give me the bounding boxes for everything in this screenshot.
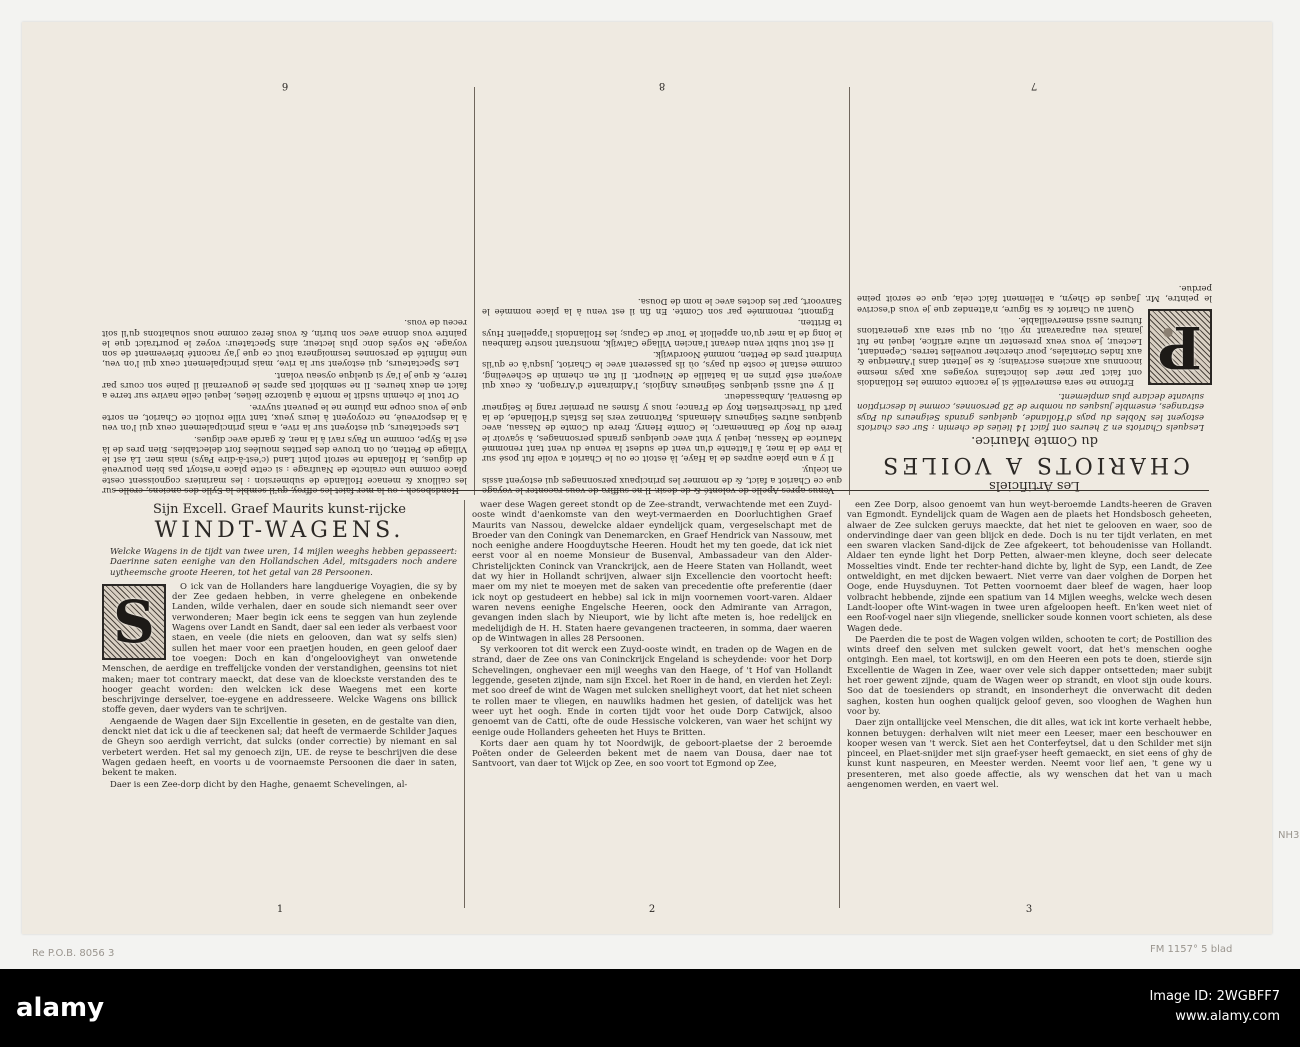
dutch-column-2 xyxy=(472,500,832,915)
paragraph: Il y eut aussi quelques Seigneurs Anglois, l'Admirante d'Arragon, & ceux qui avoyent esté prins en la bataille de Nieuport. Il fut en chemin de Scheveling, comme estant le coste du pays, où ils passerent avec le Chariot, jusqu'à ce qu'ils vindrent pres de Petten, nommé Noordwijk. xyxy=(482,349,842,391)
column-divider xyxy=(464,500,465,908)
french-title-sub: du Comte Maurice. xyxy=(971,433,1098,448)
page-number: 1 xyxy=(276,904,284,915)
paragraph: Sy verkooren tot dit werck een Zuyd-ooste windt, en traden op de Wagen en de strand, daer de Zee ons van Coninckrijck Engeland is scheydende: voor het Dorp Schevelingen, onghevaer een mijl weeghs van den Haege, of 't Hof van Hollandt leggende, geseten zijnde, nam sijn Excel. het Roer in de hand, en vierden het Zeyl: met soo dreef de wint de Wagen met sulcken snelligheyt voort, dat het niet scheen te rollen maer te vliegen, en nauwliks hadmen het gesien, of datelijck was het weer uyt het oogh. Ende in corten tijdt voor het oude Dorp Catwijck, alsoo genoemt van de Catti, ofte de oude Hessische volckeren, van waer het schijnt wy eenige oude Hollanders geheeten het Huys te Britten. xyxy=(472,645,832,738)
french-column-6 xyxy=(102,80,467,495)
paragraph: Il est tout subit venu devant l'ancien Village Catwijk, monstrant nostre flambeau le long de la mer qu'on appelloit le Tour de Capus; les Hollandois l'appellent Huys te Britten. xyxy=(482,317,842,348)
french-column-7 xyxy=(857,80,1212,495)
french-title-small: Les Artificiels xyxy=(989,478,1080,493)
page-number: 8 xyxy=(658,80,666,91)
dutch-title-small: Sijn Excell. Graef Maurits kunst-rijcke xyxy=(153,502,406,517)
french-text-upside-down xyxy=(102,80,1212,495)
dutch-title-big: WINDT-WAGENS. xyxy=(154,518,405,543)
page-number: 2 xyxy=(648,904,656,915)
french-column-8 xyxy=(482,80,842,495)
paragraph: een Zee Dorp, alsoo genoemt van hun weyt-beroemde Landts-heeren de Graven van Egmondt. Eyndelijck quam de Wagen aen de plaets het Hondsbosch geheeten, alwaer de Zee sulcken geruys maeckte, dat het niet te gelooven en waer, soo de ondervindinge daer van geen blijck en dede. Doch is nu ter tijdt verlaten, en met een swaren vlacken Sand-dijck de Zee afgekeert, tot behoudenisse van Hollandt. Aldaer ten eynde light het Dorp Petten, alwaer-men kleyne, doch seer delecate Mosselties vindt. Ende ter rechter-hand dichte by, light de Syp, een Landt, de Zee ontweldight, en met dijcken bewaert. Niet verre van daer volghen de Dorpen het Ooge, ende Huysduynen. Tot Petten voornoemt daer bleef de wagen, haer loop volbracht hebbende, zijnde een spatium van 14 Mijlen weeghs, welcke wech desen Landt-looper ofte Wint-wagen in twee uren afgeloopen heeft. En'ken weet niet of een Roof-vogel naer sijn vliegende, snellicker soude konnen voort schieten, als dese Wagen dede. xyxy=(847,500,1212,634)
horizontal-rule xyxy=(114,490,1209,491)
image-id-text: Image ID: 2WGBFF7 xyxy=(1149,989,1280,1004)
paragraph: Erfonne ne sera esmerveillé si je raconte comme les Hollandois ont faict par mer des loinctains voyages aux pays mesme inconnus aux anciens escrivains; & se jettent dans l'Amerique & aux Indes Orientales, pour chercher nouvelles terres. Cependant, Lecteur, je vous veux presenter un autre artifice, lequel ne fut jamais veu auparavant ny oüi, ou qui sera aux generations futures aussi esmerveillable. xyxy=(857,315,1142,387)
page-number: 3 xyxy=(1025,904,1033,915)
ornamental-initial-p: P xyxy=(1148,309,1212,385)
column-divider xyxy=(474,87,475,495)
paragraph: Venus apres Apelle de volonté & de desir. Il ne suffira de vous raconter le voyage que ce Chariot a faict, & de nommer les principaux personnages qui estoyent assis en iceluy. xyxy=(482,464,842,495)
column-divider xyxy=(839,500,840,908)
paragraph: Korts daer aen quam hy tot Noordwijk, de geboort-plaetse der 2 beroemde Poëten onder de Geleerden bekent met de naem van Dousa, daer nae tot Santvoort, van daer tot Wijck op Zee, en soo voort tot Egmond op Zee, xyxy=(472,738,832,770)
side-code: NH3 xyxy=(1278,830,1300,841)
dutch-column-1 xyxy=(102,500,457,915)
paragraph: Il y a une place aupres de la Haye, là estoit ce ou le Chariot a voile fut posé sur la rive de la mer, à l'attente d'un vent de sudest la venue du vent tant renommé Maurice de Nassau, lequel y vint avec quelques grands personnages, à sçavoir le frere du Roy de Dannemarc, le Comte Henry, frere du Comte de Nassau, avec quelques autres Seigneurs Alemands, Patronnez vers les Estats d'Hollande, de la part du Treschrestien Roy de France; nous y fismes au premier rang le Seigneur de Busenval, Ambassadeur. xyxy=(482,391,842,464)
column-divider xyxy=(849,87,850,495)
page-number: 6 xyxy=(281,80,289,91)
paragraph: Daer is een Zee-dorp dicht by den Haghe, genaemt Schevelingen, al- xyxy=(110,779,408,790)
paragraph: Daer zijn ontallijcke veel Menschen, die dit alles, wat ick int korte verhaelt hebbe, konnen betuygen: derhalven wilt niet meer een Leeser, maer een beschouwer en kooper wesen van 't werck. Siet aen het Conterfeytsel, dat u den Schilder met sijn pinceel, en Plaet-snijder met sijn graef-yser heeft gemaeckt, en siet eens of ghy de kunst kunt naspeuren, en Meester werden. Neemt voor lief aen, 't gene wy u presenteren, met also goede affectie, als wy wenschen dat het van u mach aengenomen werden, en vaert wel. xyxy=(847,718,1212,791)
inventory-note-left: Re P.O.B. 8056 3 xyxy=(32,948,115,959)
french-subtitle: Lesquels Chariots en 2 heures ont faict 14 lieües de chemin : Sur ces chariots estoyent les Nobles du pays d'Hollande, quelques grands Seigneurs du Pays estranges, ensemble jusques au nombre de 28 personnes, comme la description suivante declare plus amplement. xyxy=(857,391,1204,432)
stock-watermark-bar xyxy=(0,969,1300,1047)
printed-sheet xyxy=(22,22,1272,934)
paragraph: Les spectateurs, qui estoyent sur la rive, a mais principalement ceux qui l'on veu à la desporveuë, ne croyoyent à leurs yeux, tant ville rouloit ce Chariot, en sorte que je vous coupe ma plume ne le peuvent suyvre. xyxy=(102,401,467,433)
paragraph: waer dese Wagen gereet stondt op de Zee-strandt, verwachtende met een Zuyd-ooste windt d'aenkomste van den weyt-vermaerden en Doorluchtighen Graef Maurits van Nassou, dewelcke aldaer eyndelijck quam, vergeselschapt met de Broeder van den Coningk van Denemarcken, en Graef Hendrick van Nassouw, met noch eenighe andere Hoogduytsche Heeren. Houdt het my ten goede, dat ick niet eerst voor al en noeme Monsieur de Busenval, Ambassadeur van den Alder-Christelijckten Coninck van Vranckrijck, aen de Heere Staten van Hollandt, weet dat wy hier in Hollandt schrijven, alwaer sijn Excellencie den voortocht heeft: maer om my niet te moeyen met de saken van precedentie ofte preferentie (daer ick noyt op gestudeert en hebbe) sal ick in mijn voornemen voort-varen. Aldaer waren nevens eenighe Engelsche Heeren, oock den Admirante van Arragon, gevangen inden slach by Nieuport, wie by licht afte meten is, hoe redelijck en medelijdigh de H. H. Staten haere gevangenen tracteeren, in somma, daer waeren op de Wintwagen in alles 28 Persoonen. xyxy=(472,500,832,644)
page-number: 7 xyxy=(1030,80,1038,91)
image-id xyxy=(1149,987,1280,1027)
paragraph: Egmont, renommée par son Comte. En fin il est venu à la place nommée le Sanvoort, par les doctes avec le nom de Dousa. xyxy=(482,295,842,316)
paragraph: Or tout le chemin susdit le monte à quatorze lieües, lequel celle navire sur terre a faict en deux heures. Il ne sembloit pas apres le gouvernail il paine son cours par terre, & que je l'ay si quelque oyseau volant. xyxy=(102,369,467,401)
french-title-big: CHARIOTS A VOILES xyxy=(879,452,1190,477)
paragraph: Hondsbosch : ou la mer faict les effroy, qu'il semble la Sylle des anciens, crolle sur les cailloux & menace Hollande de submersion : les mariniers cognoissent ceste place comme une craincte de Naufrage : si cette place n'estoyt pas bien pourveuë de digues, la Hollande ne seroit point Land (c'est-à-dire Pays) mais mer. Là est le Village de Petten, où on trouve des petites moulées fort delectables. Bien pres de là est la Sype, comme un Pays ravi à la mer, & garde avec digues. xyxy=(102,433,467,495)
paragraph: Aengaende de Wagen daer Sijn Excellentie in geseten, en de gestalte van dien, denckt niet dat ick u die af teeckenen sal; dat heeft de vermaerde Schilder Jaques de Gheyn soo aerdigh verricht, dat sulcks (onder correctie) by niemant en sal verbetert werden. Het sal my genoech zijn, UE. de reyse te beschrijven die dese Wagen gedaen heeft, en voorts u de voornaemste Persoonen die daer in saten, bekent te maken. xyxy=(102,716,457,779)
paragraph: O ick van de Hollanders hare langduerige Voyagien, die sy by der Zee gedaen hebben, in verre ghelegene en onbekende Landen, wilde verhalen, daer en soude sich niemandt seer over verwonderen; Maer begin ick eens te seggen van hun zeylende Wagens over Landt en Sandt, daer sal een ieder als verbaest voor staen, en veele (die niets en gelooven, dan wat sy selfs sien) sullen het maer voor een praetjen houden, en geen geloof daer toe voegen: Doch en kan d'ongeloovigheyt van onwetende Menschen, de aerdige en treffelijcke vonden der verstandighen, geensins tot niet maken; maer tot contrary maeckt, dat dese van de kloeckste verstanden des te hooger geacht worden: den welcken ick dese Waegens met een korte beschrijvinge derselver, toe-eygene en addresseere. Welcke Wagens ons billick stoffe geven, daer wyders van te schrijven. xyxy=(102,581,457,716)
dutch-column-3 xyxy=(847,500,1212,915)
site-url: www.alamy.com xyxy=(1175,1009,1280,1024)
inventory-note-right: FM 1157° 5 blad xyxy=(1150,944,1233,955)
paragraph: Quant au Chariot & sa figure, n'attendez que je vous d'escrive le peintre, Mr. Jaques de Gheyn, a tellement faict cela, que ce seroit peine perdue. xyxy=(857,283,1212,314)
dutch-subtitle: Welcke Wagens in de tijdt van twee uren, 14 mijlen weeghs hebben gepasseert: Daerinne saten eenighe van den Hollandschen Adel, mitsgaders noch andere uytheemsche groote Heeren, tot het getal van 28 Persoonen. xyxy=(110,547,457,578)
alamy-logo: alamy xyxy=(16,993,105,1023)
dutch-text xyxy=(102,500,1212,915)
paragraph: De Paerden die te post de Wagen volgen wilden, schooten te cort; de Postillion des wints dreef den selven met sulcken gewelt voort, dat het's menschen ooghe ontgingh. Een mael, tot kortswijl, en om den Heeren een pots te doen, stierde sijn Excellentie de Wagen in Zee, waer over vele sich dapper ontsetteden; maer subijt het roer gewent zijnde, quam de Wagen weer op strandt, en vloot sijn oude kours. Soo dat de toesienders op strandt, en insonderheyt die onverwacht dit deden saghen, kosten hun ooghen qualijck geloof geven, soo vlooghen de Waghen hun voor by. xyxy=(847,634,1212,717)
ornamental-initial-s: S xyxy=(102,584,166,660)
paragraph: Les Spectateurs, qui estoyent sur la rive, mais principalement ceux qui l'on veu, une infinité de personnes tesmoignera tout ce que j'ay raconté brievement de son voyage. Ne soyés donc plus lecteur, ains Spectateur: voyez le pourtraict que le paintre vous donne avec son burin, & vous ferez comme nous souhaitons qu'il soit receu de vous. xyxy=(102,317,467,369)
